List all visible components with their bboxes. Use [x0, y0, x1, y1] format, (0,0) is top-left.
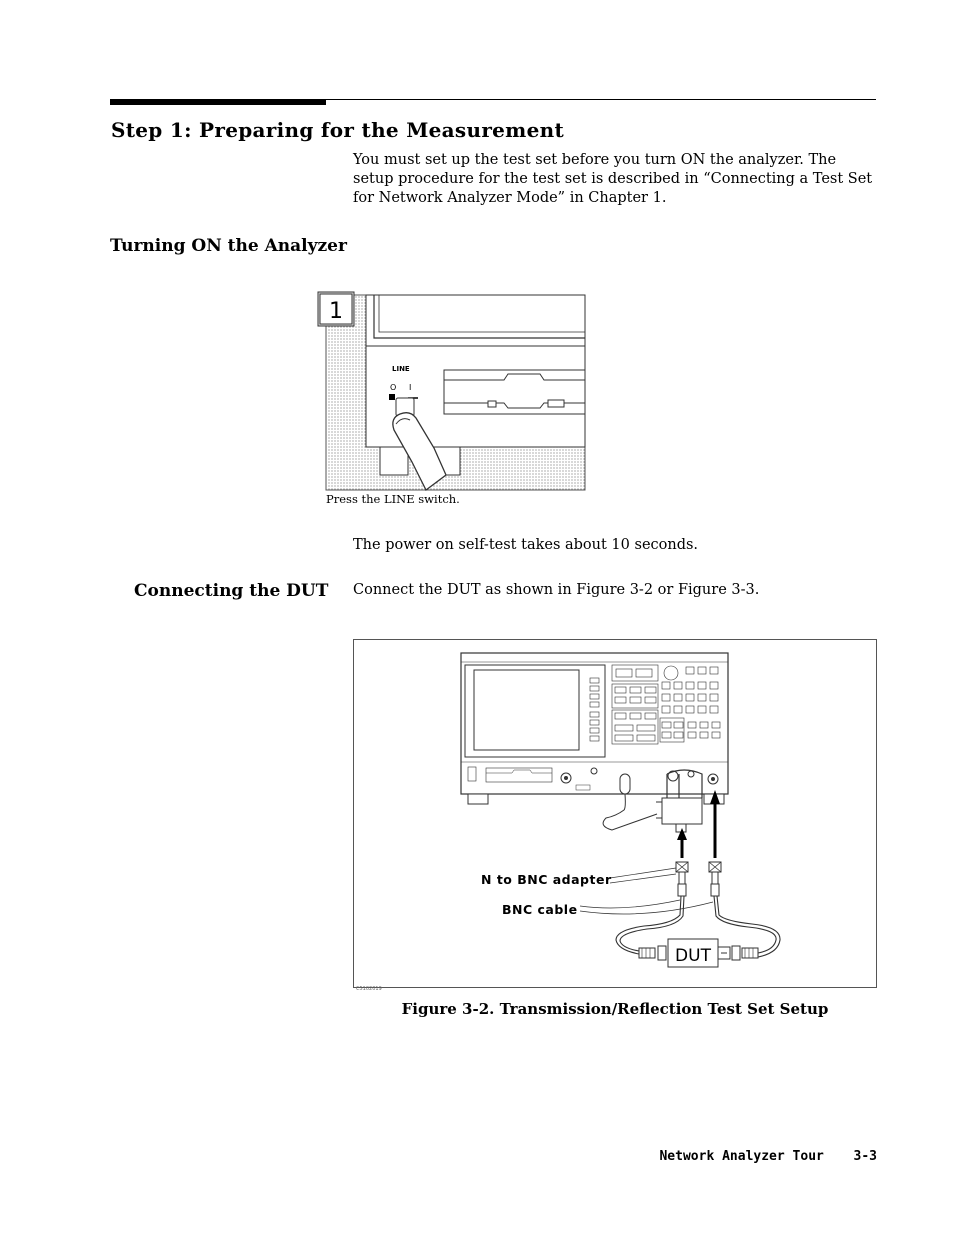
figure2-caption: Figure 3-2. Transmission/Reflection Test Set Setup	[401, 1000, 829, 1018]
line-switch-illustration	[316, 290, 588, 492]
header-rule-accent	[110, 99, 326, 105]
power-on-paragraph: The power on self-test takes about 10 seconds.	[353, 537, 699, 553]
section-heading-turning-on: Turning ON the Analyzer	[110, 236, 347, 256]
page-heading: Step 1: Preparing for the Measurement	[111, 118, 565, 142]
step-number: 1	[329, 299, 343, 324]
footer-page-number: 3-3	[853, 1149, 877, 1164]
switch-off-mark: O	[390, 383, 397, 392]
intro-paragraph: You must set up the test set before you turn ON the analyzer. The setup procedure for the test set is described in “Connecting a Test Set for Network Analyzer Mode” in Chapter 1.	[353, 152, 873, 206]
section-heading-connecting: Connecting the DUT	[134, 581, 329, 601]
figure2-frame	[353, 639, 877, 988]
test-set-diagram	[354, 640, 876, 987]
footer-section-title: Network Analyzer Tour	[659, 1149, 824, 1164]
switch-on-mark: I	[409, 383, 412, 392]
connect-paragraph: Connect the DUT as shown in Figure 3-2 or Figure 3-3.	[353, 582, 760, 598]
cable-label: BNC cable	[502, 902, 578, 917]
figure1-caption: Press the LINE switch.	[326, 492, 460, 506]
figure2-image-code: C5102019	[356, 986, 382, 992]
dut-label: DUT	[675, 946, 711, 966]
page-footer	[600, 1149, 877, 1164]
adapter-label: N to BNC adapter	[481, 872, 612, 887]
line-label: LINE	[392, 365, 410, 373]
